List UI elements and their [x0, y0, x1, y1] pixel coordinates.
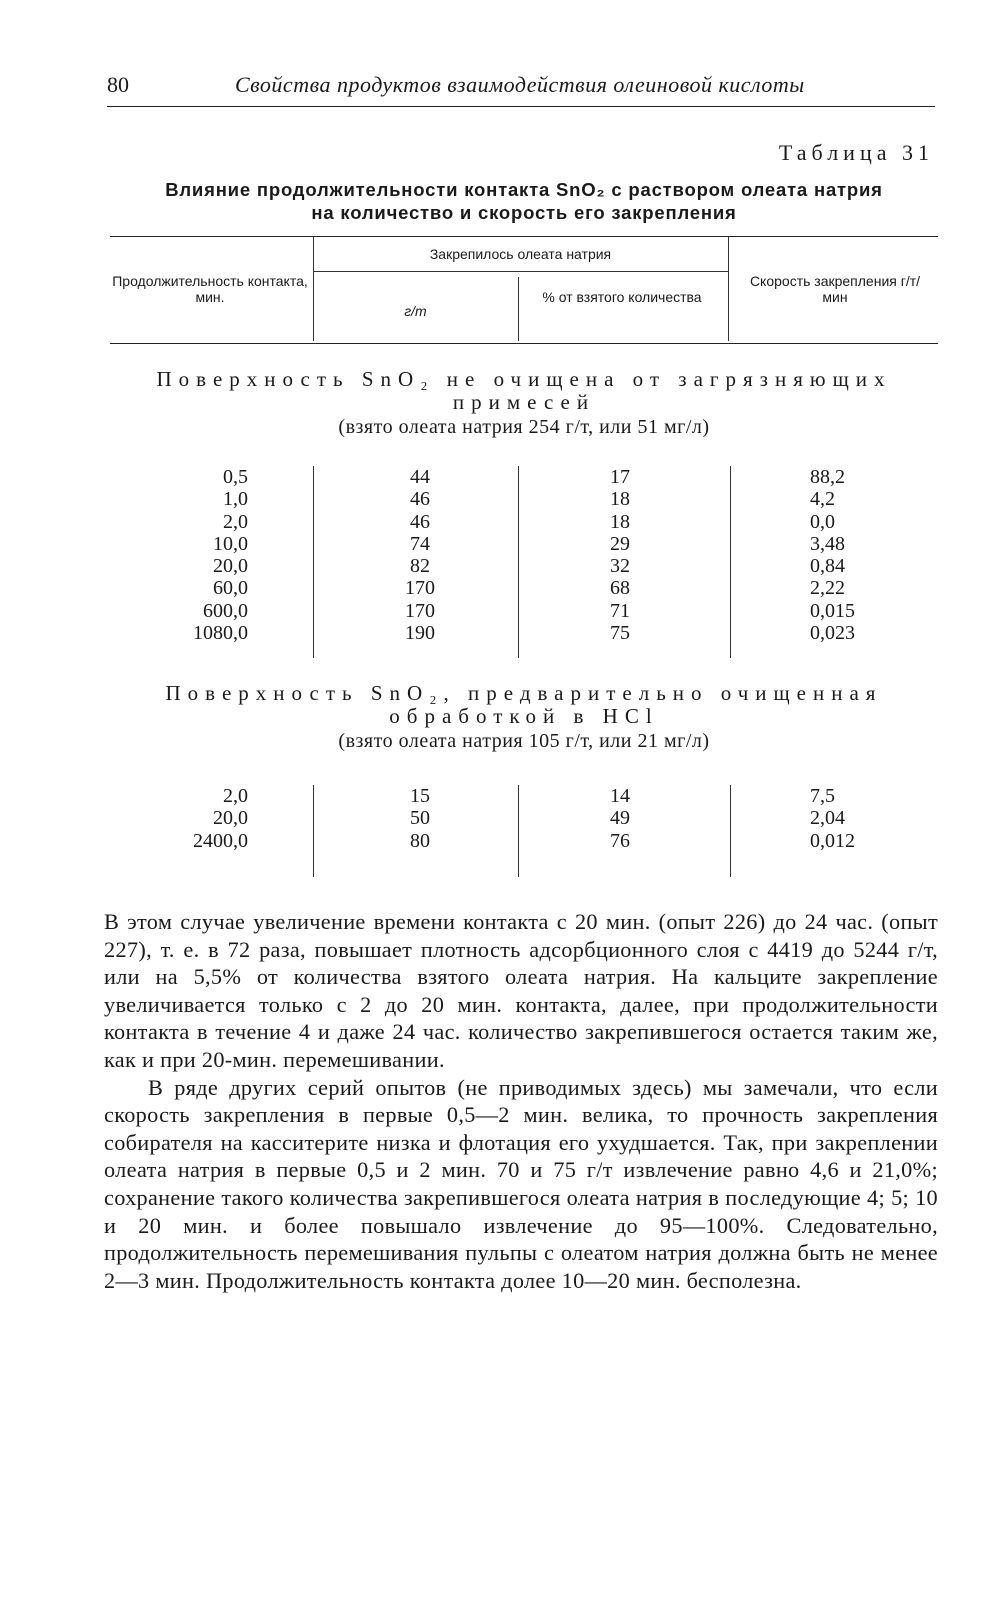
section-1-title-line-1: Поверхность SnO₂ не очищена от загрязняющих — [156, 367, 892, 391]
table-cell: 0,0 — [810, 510, 835, 533]
table-cell: 0,023 — [810, 622, 855, 645]
caption-line-1: Влияние продолжительности контакта SnO₂ с раствором олеата натрия — [165, 179, 883, 200]
table-cell: 29 — [610, 532, 630, 555]
section-1-rows — [110, 466, 938, 658]
header-rate: Скорость закрепления г/т/мин — [749, 273, 921, 305]
header-gt: г/т — [404, 303, 427, 319]
table-cell: 190 — [405, 622, 435, 645]
table-cell: 1,0 — [223, 488, 248, 511]
table-cell: 170 — [405, 599, 435, 622]
table-cell: 0,84 — [810, 555, 845, 578]
table-cell: 2,0 — [223, 785, 248, 807]
header-percent: % от взятого количества — [542, 289, 702, 305]
table-cell: 71 — [610, 599, 630, 622]
table-cell: 49 — [610, 807, 630, 830]
caption-line-2: на количество и скорость его закрепления — [311, 202, 737, 223]
table-cell: 2400,0 — [193, 829, 248, 852]
table-cell: 14 — [610, 785, 630, 807]
section-2-subtitle: (взято олеата натрия 105 г/т, или 21 мг/л) — [338, 730, 710, 752]
table-cell: 75 — [610, 622, 630, 645]
body-text — [104, 908, 938, 1294]
table-cell: 0,5 — [223, 466, 248, 488]
section-2-rows — [110, 785, 938, 877]
table-cell: 46 — [410, 488, 430, 511]
section-2-title-line-2: обработкой в HCl — [389, 704, 659, 728]
section-1-col-rate — [810, 466, 855, 644]
section-1-col-duration — [193, 466, 248, 644]
table-cell: 17 — [610, 466, 630, 488]
table-cell: 10,0 — [213, 532, 248, 555]
section-1-title-line-2: примесей — [452, 390, 596, 414]
table-cell: 18 — [610, 510, 630, 533]
table-cell: 2,22 — [810, 577, 845, 600]
table-cell: 4,2 — [810, 488, 835, 511]
section-2-col-gt — [370, 785, 470, 852]
table-cell: 68 — [610, 577, 630, 600]
section-1-title — [110, 368, 938, 414]
table-cell: 2,04 — [810, 807, 845, 830]
paragraph-2: В ряде других серий опытов (не приводимых здесь) мы замечали, что если скорость закрепления в первые 0,5—2 мин. велика, то прочность закрепления собирателя на касситерите низка и флотация его ухудшается. Так, при закреплении олеата натрия в первые 0,5 и 2 мин. 70 и 75 г/т извлечение равно 4,6 и 21,0%; сохранение такого количества закрепившегося олеата натрия в последующие 4; 5; 10 и 20 мин. и более повышало извлечение до 95—100%. Следовательно, продолжительность перемешивания пульпы с олеатом натрия должна быть не менее 2—3 мин. Продолжительность контакта долее 10—20 мин. бесполезна. — [104, 1074, 938, 1293]
table-cell: 50 — [410, 807, 430, 830]
table-cell: 7,5 — [810, 785, 835, 807]
header-duration: Продолжительность контакта, мин. — [112, 273, 308, 305]
section-2-title — [110, 682, 938, 728]
section-1-col-gt — [370, 466, 470, 644]
table-cell: 74 — [410, 532, 430, 555]
table-cell: 20,0 — [213, 807, 248, 830]
header-fixed-group: Закрепилось олеата натрия — [429, 246, 612, 262]
table-cell: 15 — [410, 785, 430, 807]
table-cell: 2,0 — [223, 510, 248, 533]
table-cell: 170 — [405, 577, 435, 600]
table-cell: 32 — [610, 555, 630, 578]
table-cell: 600,0 — [203, 599, 248, 622]
section-2-title-line-1: Поверхность SnO₂, предварительно очищенная — [165, 681, 883, 705]
table-cell: 82 — [410, 555, 430, 578]
page-number: 80 — [107, 72, 129, 97]
section-2-col-duration — [193, 785, 248, 852]
table-caption — [110, 178, 938, 224]
table-cell: 88,2 — [810, 466, 845, 488]
table-cell: 18 — [610, 488, 630, 511]
table-cell: 76 — [610, 829, 630, 852]
table-cell: 60,0 — [213, 577, 248, 600]
table-cell: 44 — [410, 466, 430, 488]
table-cell: 20,0 — [213, 555, 248, 578]
section-1-subtitle: (взято олеата натрия 254 г/т, или 51 мг/л) — [338, 416, 710, 438]
table-cell: 0,012 — [810, 829, 855, 852]
page-header — [107, 70, 935, 107]
table-number: Таблица 31 — [778, 140, 934, 165]
table-cell: 1080,0 — [193, 622, 248, 645]
section-1-col-percent — [580, 466, 660, 644]
table-header — [110, 236, 938, 344]
section-2-col-percent — [580, 785, 660, 852]
section-2-col-rate — [810, 785, 855, 852]
running-title: Свойства продуктов взаимодействия олеиновой кислоты — [235, 72, 805, 97]
paragraph-1: В этом случае увеличение времени контакта с 20 мин. (опыт 226) до 24 час. (опыт 227), т. е. в 72 раза, повышает плотность адсорбционного слоя с 4419 до 5244 г/т, или на 5,5% от количества взятого олеата натрия. На кальците закрепление увеличивается только с 2 до 20 мин. контакта, далее, при продолжительности контакта в течение 4 и даже 24 час. количество закрепившегося остается таким же, как и при 20-мин. перемешивании. — [104, 909, 938, 1072]
table-cell: 0,015 — [810, 599, 855, 622]
table-cell: 3,48 — [810, 532, 845, 555]
table-cell: 80 — [410, 829, 430, 852]
table-cell: 46 — [410, 510, 430, 533]
